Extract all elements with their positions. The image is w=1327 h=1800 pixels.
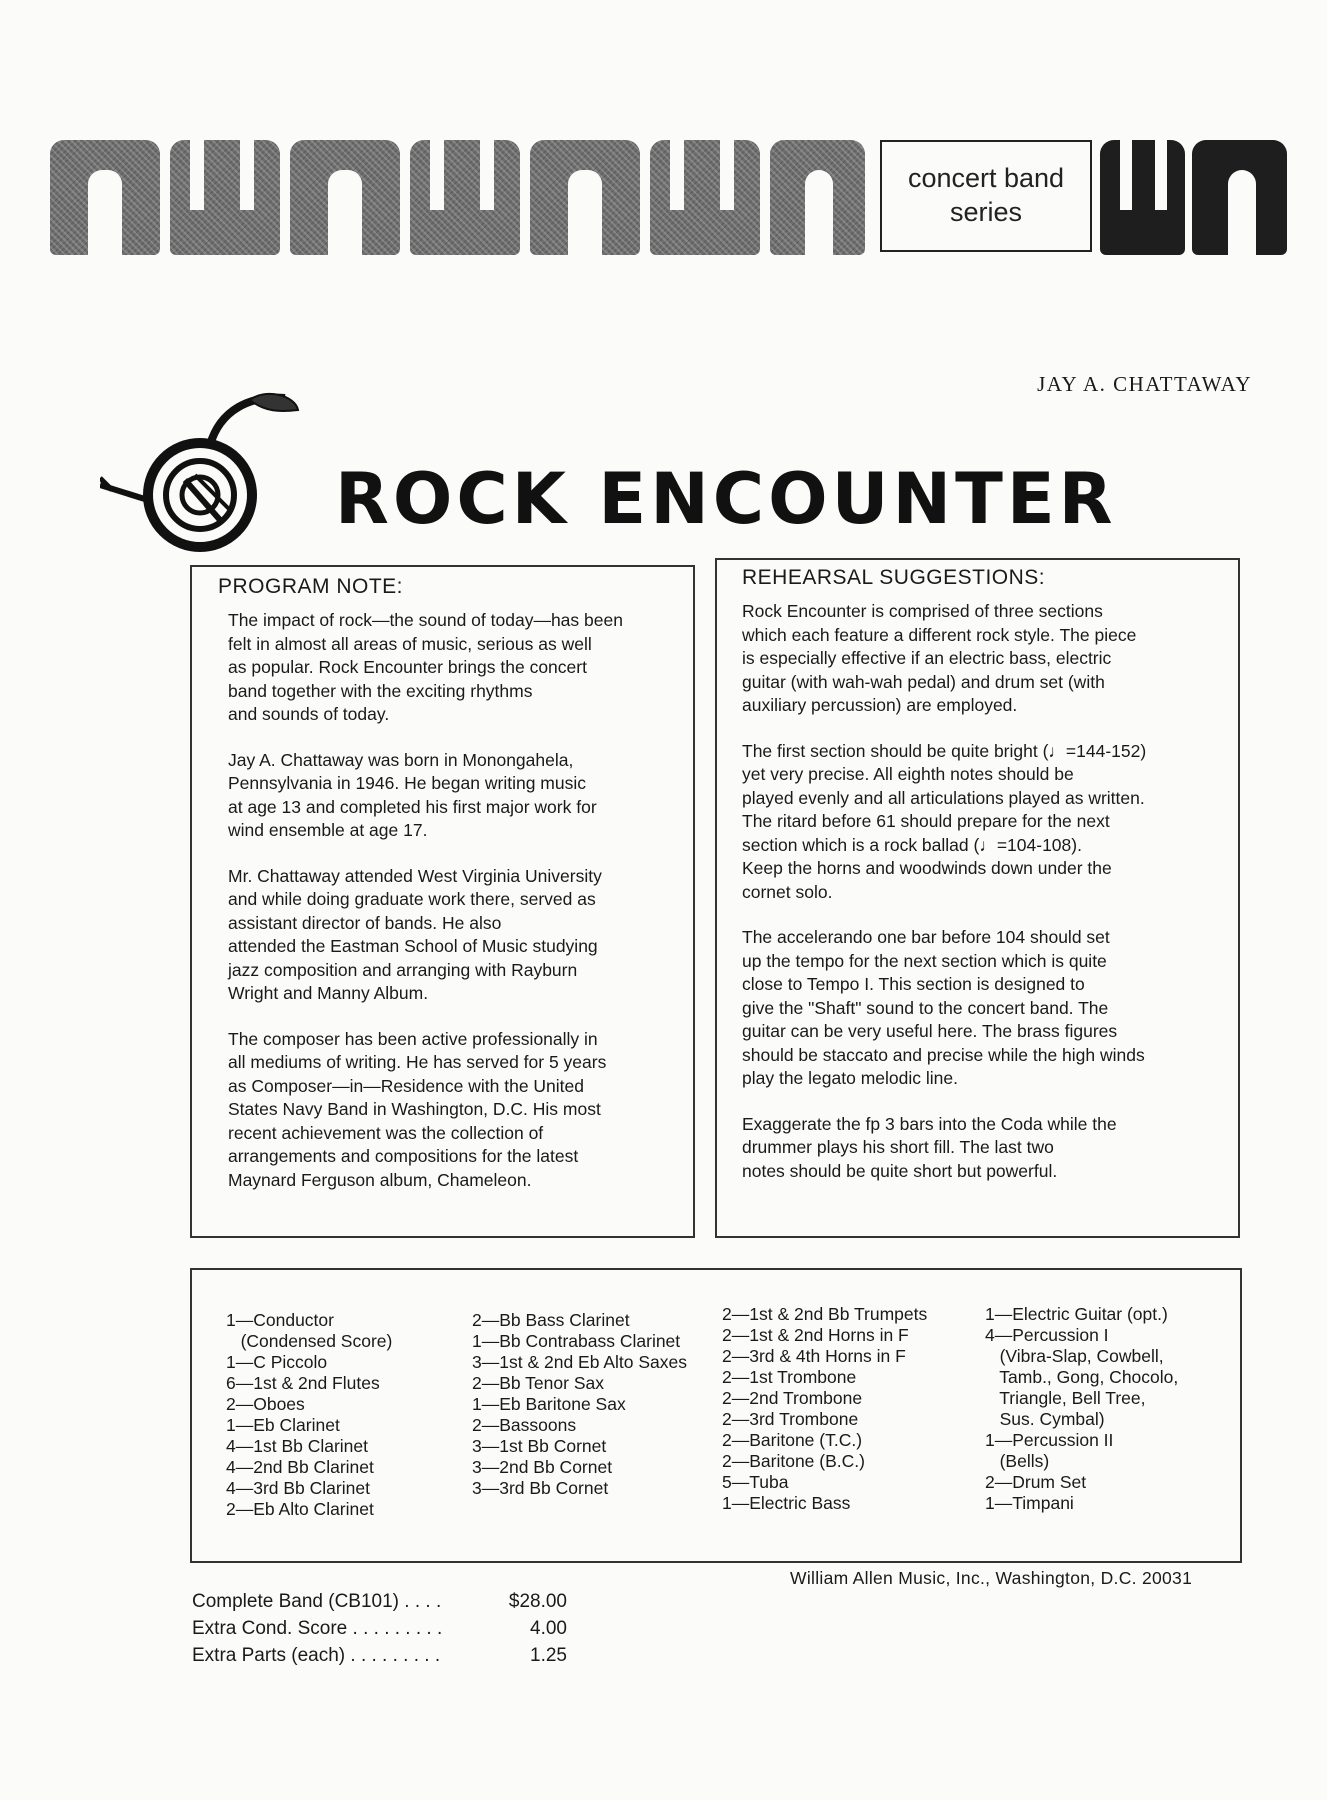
part-item: 2—Oboes [226,1394,305,1414]
text-line: as popular. Rock Encounter brings the concert [228,657,587,677]
logo-block-6 [650,140,760,255]
part-item: 2—Eb Alto Clarinet [226,1499,374,1519]
part-item: 2—3rd Trombone [722,1409,859,1429]
logo-block-5 [530,140,640,255]
text-line: close to Tempo I. This section is designed to [742,974,1085,994]
part-item: 1—Eb Baritone Sax [472,1394,626,1414]
part-item: 2—Drum Set [985,1472,1087,1492]
program-note-paragraph-3 [228,865,668,1006]
part-item: Triangle, Bell Tree, [985,1388,1146,1408]
text-line: up the tempo for the next section which is quite [742,950,1107,971]
rehearsal-paragraph-4 [742,1113,1220,1184]
logo-block-2 [170,140,280,255]
text-line: The composer has been active professionally in [228,1028,598,1049]
price-list [192,1588,567,1669]
part-item: 2—Baritone (T.C.) [722,1430,863,1450]
part-item: (Bells) [985,1451,1050,1471]
price-row [192,1588,567,1615]
parts-column-3 [722,1304,927,1514]
text-line: and while doing graduate work there, served as [228,889,596,909]
part-item: 3—1st Bb Cornet [472,1436,607,1456]
piece-title: ROCK ENCOUNTER [335,458,1117,540]
price-label: Extra Cond. Score . . . . . . . . . [192,1618,443,1639]
text-line: is especially effective if an electric bass, electric [742,648,1112,668]
part-item: 3—1st & 2nd Eb Alto Saxes [472,1352,687,1372]
part-item: Tamb., Gong, Chocolo, [985,1367,1179,1387]
text-line: Pennsylvania in 1946. He began writing music [228,773,586,793]
program-note-box [190,565,695,1238]
part-item: 3—3rd Bb Cornet [472,1478,609,1498]
rehearsal-paragraph-2 [742,740,1220,905]
text-line: Keep the horns and woodwinds down under the [742,858,1112,878]
part-item: 1—Percussion II [985,1430,1114,1450]
price-row [192,1615,567,1642]
logo-block-1 [50,140,160,255]
text-line: Exaggerate the fp 3 bars into the Coda while the [742,1113,1117,1134]
logo-block-7 [770,140,865,255]
rehearsal-heading: REHEARSAL SUGGESTIONS: [742,566,1046,589]
part-item: 5—Tuba [722,1472,789,1492]
text-line: section which is a rock ballad (♩=104-108). [742,834,1082,855]
text-line: The first section should be quite bright (♩=144-152) [742,740,1147,761]
text-line: arrangements and compositions for the latest [228,1146,579,1166]
text-line: The accelerando one bar before 104 should set [742,927,1110,947]
part-item: 4—1st Bb Clarinet [226,1436,369,1456]
part-item: 2—1st Trombone [722,1367,857,1387]
rehearsal-paragraph-1 [742,600,1220,718]
text-line: yet very precise. All eighth notes should be [742,764,1074,784]
part-item: 6—1st & 2nd Flutes [226,1373,380,1393]
composer-name: JAY A. CHATTAWAY [1037,372,1252,396]
text-line: jazz composition and arranging with Rayburn [228,959,578,980]
parts-column-4 [985,1304,1178,1514]
part-item: 4—Percussion I [985,1325,1109,1345]
program-note-paragraph-4 [228,1028,668,1193]
parts-column-1 [226,1310,392,1520]
part-item: Sus. Cymbal) [985,1409,1105,1429]
part-item: 2—1st & 2nd Horns in F [722,1325,909,1345]
part-item: 1—Electric Guitar (opt.) [985,1304,1168,1324]
part-item: 2—2nd Trombone [722,1388,863,1408]
text-line: guitar (with wah-wah pedal) and drum set (with [742,671,1105,692]
price-value: $28.00 [508,1591,567,1612]
text-line: States Navy Band in Washington, D.C. His most [228,1099,601,1119]
price-row [192,1642,567,1669]
text-line: played evenly and all articulations played as written. [742,787,1145,808]
text-line: auxiliary percussion) are employed. [742,695,1018,715]
price-value: 1.25 [530,1645,567,1666]
text-line: assistant director of bands. He also [228,912,502,933]
part-item: 3—2nd Bb Cornet [472,1457,613,1477]
text-line: should be staccato and precise while the high winds [742,1044,1145,1065]
series-banner [50,140,1290,255]
series-label-box [880,140,1092,252]
part-item: (Vibra-Slap, Cowbell, [985,1346,1164,1366]
french-horn-icon [100,390,300,565]
part-item: 1—Conductor [226,1310,334,1330]
part-item: 4—2nd Bb Clarinet [226,1457,374,1477]
part-item: (Condensed Score) [226,1331,393,1351]
price-label: Complete Band (CB101) . . . . [192,1591,442,1612]
text-line: The impact of rock—the sound of today—has been [228,610,623,630]
part-item: 1—Eb Clarinet [226,1415,340,1435]
parts-column-2 [472,1310,687,1499]
text-line: Jay A. Chattaway was born in Monongahela, [228,749,574,770]
text-line: play the legato melodic line. [742,1068,958,1088]
text-line: Maynard Ferguson album, Chameleon. [228,1169,532,1190]
text-line: at age 13 and completed his first major work for [228,796,597,817]
part-item: 2—Bb Bass Clarinet [472,1310,630,1330]
part-item: 2—Baritone (B.C.) [722,1451,865,1471]
text-line: and sounds of today. [228,704,390,724]
text-line: band together with the exciting rhythms [228,680,533,701]
program-note-paragraph-2 [228,749,668,843]
part-item: 1—Bb Contrabass Clarinet [472,1331,681,1351]
program-note-paragraph-1 [228,609,668,727]
text-line: Mr. Chattaway attended West Virginia University [228,865,602,886]
part-item: 2—1st & 2nd Bb Trumpets [722,1304,928,1324]
text-line: all mediums of writing. He has served for 5 years [228,1052,607,1072]
text-line: notes should be quite short but powerful. [742,1160,1058,1181]
text-line: drummer plays his short fill. The last two [742,1137,1054,1157]
part-item: 1—C Piccolo [226,1352,328,1372]
part-item: 2—3rd & 4th Horns in F [722,1346,906,1366]
logo-block-8 [1100,140,1185,255]
part-item: 2—Bassoons [472,1415,577,1435]
rehearsal-paragraph-3 [742,926,1220,1091]
text-line: Wright and Manny Album. [228,983,429,1003]
rehearsal-suggestions-box [715,558,1240,1238]
price-value: 4.00 [530,1618,567,1639]
logo-block-9 [1192,140,1287,255]
text-line: cornet solo. [742,881,833,902]
part-item: 2—Bb Tenor Sax [472,1373,604,1393]
text-line: give the "Shaft" sound to the concert band. The [742,997,1109,1018]
part-item: 1—Timpani [985,1493,1074,1513]
part-item: 1—Electric Bass [722,1493,851,1513]
part-item: 4—3rd Bb Clarinet [226,1478,370,1498]
logo-block-3 [290,140,400,255]
text-line: felt in almost all areas of music, serious as well [228,633,592,654]
text-line: The ritard before 61 should prepare for the next [742,811,1110,831]
program-note-heading: PROGRAM NOTE: [218,575,404,598]
text-line: attended the Eastman School of Music studying [228,936,598,956]
series-label-line-1: concert band [907,163,1065,194]
text-line: Rock Encounter is comprised of three sections [742,601,1103,621]
text-line: as Composer—in—Residence with the United [228,1075,584,1096]
price-label: Extra Parts (each) . . . . . . . . . [192,1645,441,1666]
series-label-line-2: series [949,197,1022,227]
logo-block-4 [410,140,520,255]
text-line: recent achievement was the collection of [228,1122,544,1143]
instrumentation-box [190,1268,1242,1563]
publisher-line: William Allen Music, Inc., Washington, D.C. 20031 [790,1568,1193,1588]
text-line: wind ensemble at age 17. [228,820,428,840]
text-line: which each feature a different rock style. The piece [742,624,1137,645]
text-line: guitar can be very useful here. The brass figures [742,1021,1118,1041]
